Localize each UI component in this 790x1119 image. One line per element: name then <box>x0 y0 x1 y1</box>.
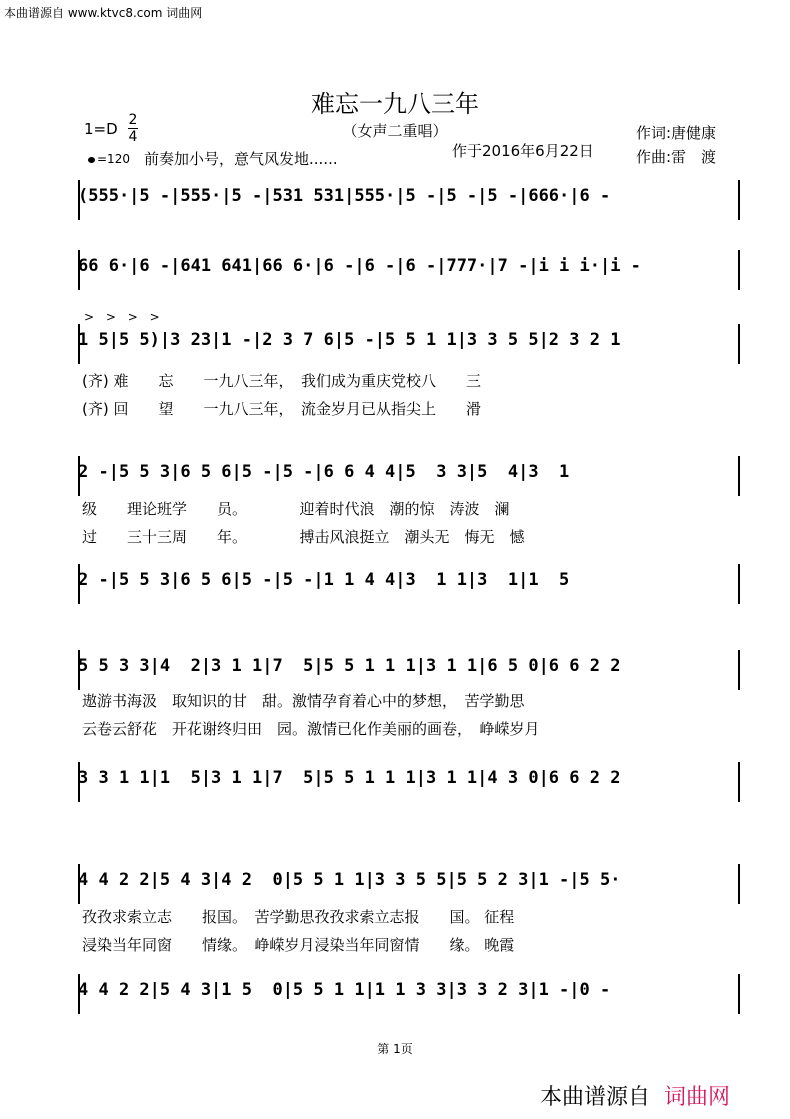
lyricist-credit: 作词:唐健康 <box>636 124 717 142</box>
staff-notes: 1 5|5 5)|3 23|1 -|2 3 7 6|5 -|5 5 1 1|3 3 5 5|2 3 2 1 <box>78 330 621 350</box>
staff-notes: 4 4 2 2|5 4 3|1 5 0|5 5 1 1|1 1 3 3|3 3 2 3|1 -|0 - <box>78 980 611 1000</box>
date-written: 作于2016年6月22日 <box>452 142 594 160</box>
song-subtitle: （女声二重唱） <box>342 122 448 140</box>
staff-notes: 3 3 1 1|1 5|3 1 1|7 5|5 5 1 1 1|3 1 1|4 3 0|6 6 2 2 <box>78 768 621 788</box>
lyric-line: 遨游书海汲 取知识的甘 甜。激情孕育着心中的梦想， 苦学勤思 <box>82 692 525 710</box>
lyric-line: (齐) 回 望 一九八三年， 流金岁月已从指尖上 滑 <box>82 400 481 418</box>
staff-notes: 2 -|5 5 3|6 5 6|5 -|5 -|6 6 4 4|5 3 3|5 4|3 1 <box>78 462 570 482</box>
tempo-marking <box>88 152 130 166</box>
staff-notes: 4 4 2 2|5 4 3|4 2 0|5 5 1 1|3 3 5 5|5 5 2 3|1 -|5 5· <box>78 870 621 890</box>
staff-notes: 2 -|5 5 3|6 5 6|5 -|5 -|1 1 4 4|3 1 1|3 1|1 5 <box>78 570 570 590</box>
quarter-note-icon <box>88 157 95 163</box>
staff-notes: (555·|5 -|555·|5 -|531 531|555·|5 -|5 -|5 -|666·|6 - <box>78 186 611 206</box>
lyric-line: 云卷云舒花 开花谢终归田 园。激情已化作美丽的画卷， 峥嵘岁月 <box>82 720 540 738</box>
lyric-line: 级 理论班学 员。 迎着时代浪 潮的惊 涛波 澜 <box>82 500 510 518</box>
page-number: 第 1页 <box>377 1042 413 1056</box>
time-sig-bottom: 4 <box>128 129 138 145</box>
song-title: 难忘一九八三年 <box>311 90 479 118</box>
lyric-line: (齐) 难 忘 一九八三年， 我们成为重庆党校八 三 <box>82 372 481 390</box>
lyric-line: 浸染当年同窗 情缘。 峥嵘岁月浸染当年同窗情 缘。 晚霞 <box>82 936 515 954</box>
composer-credit: 作曲:雷 渡 <box>636 148 717 166</box>
key-signature: 1=D <box>84 120 118 138</box>
site-header: 本曲谱源自 www.ktvc8.com 词曲网 <box>4 6 203 20</box>
lyric-line: 过 三十三周 年。 搏击风浪挺立 潮头无 悔无 憾 <box>82 528 525 546</box>
intro-instruction: 前奏加小号，意气风发地...... <box>144 150 338 168</box>
staff-notes: 66 6·|6 -|641 641|66 6·|6 -|6 -|6 -|777·|7 -|i i i·|i - <box>78 256 641 276</box>
staff-notes: 5 5 3 3|4 2|3 1 1|7 5|5 5 1 1 1|3 1 1|6 5 0|6 6 2 2 <box>78 656 621 676</box>
time-signature <box>128 112 138 145</box>
lyric-line: 孜孜求索立志 报国。 苦学勤思孜孜求索立志报 国。 征程 <box>82 908 515 926</box>
brand-right: 词曲网 <box>664 1085 731 1110</box>
time-sig-top: 2 <box>128 112 138 128</box>
brand-left: 本曲谱源自 <box>540 1085 651 1110</box>
tempo-value: =120 <box>97 152 130 166</box>
brand-watermark <box>540 1080 730 1111</box>
accent-marks: > > > > <box>84 310 164 324</box>
